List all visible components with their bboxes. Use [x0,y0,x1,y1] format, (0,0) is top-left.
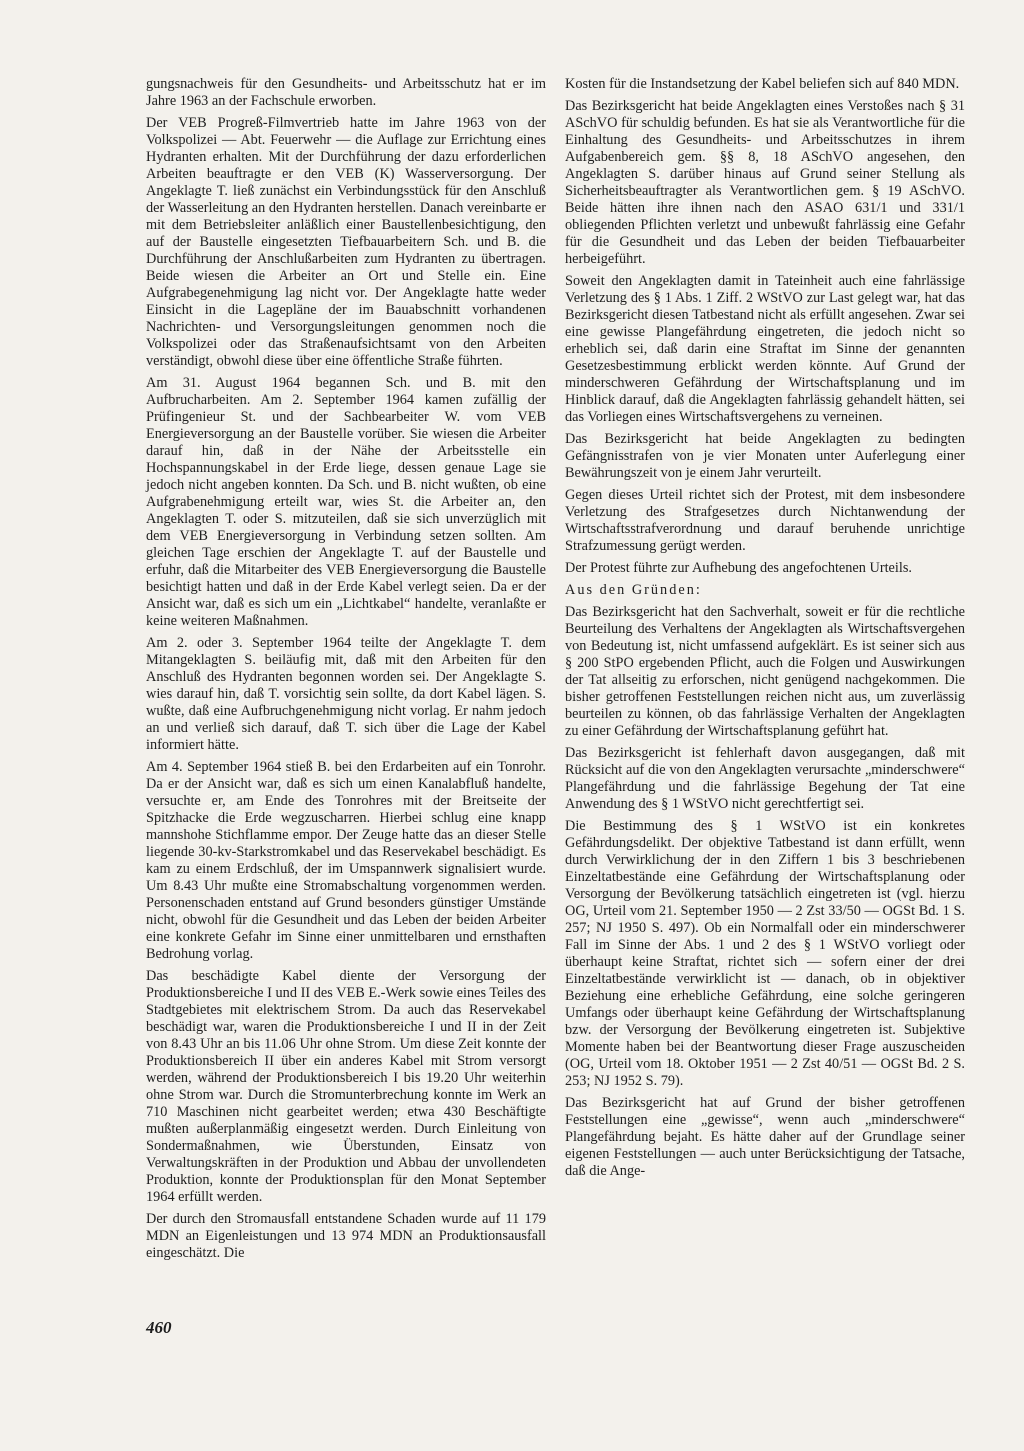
right-column [565,76,965,1185]
paragraph: Das Bezirksgericht hat auf Grund der bisher getroffenen Feststellungen eine „gewisse“, wenn auch „minderschwere“ Plangefährdung bejaht. Es hätte daher auf der Grundlage seiner eigenen Feststellungen — auch unter Berücksichtigung der Tatsache, daß die Ange- [565,1095,965,1179]
paragraph: Der durch den Stromausfall entstandene Schaden wurde auf 11 179 MDN an Eigenleistungen und 13 974 MDN an Produktionsausfall eingeschätzt. Die [146,1211,546,1261]
paragraph: Am 4. September 1964 stieß B. bei den Erdarbeiten auf ein Tonrohr. Da er der Ansicht war, daß es sich um einen Kanalabfluß handelte, versuchte er, am Ende des Tonrohres mit der Breitseite der Spitzhacke die Erde wegzuscharren. Hierbei schlug eine knapp mannshohe Stichflamme empor. Der Zeuge hatte das an dieser Stelle liegende 30-kv-Starkstromkabel und das Reservekabel beschädigt. Es kam zu einem Erdschluß, der im Umspannwerk signalisiert wurde. Um 8.43 Uhr mußte eine Stromabschaltung vorgenommen werden. Personenschaden entstand auf Grund besonders günstiger Umstände nicht, obwohl für die Gesundheit und das Leben der beiden Arbeiter eine konkrete Gefahr im Sinne einer unmittelbaren und ernsthaften Bedrohung vorlag. [146,759,546,962]
paragraph: gungsnachweis für den Gesundheits- und Arbeitsschutz hat er im Jahre 1963 an der Fachschule erworben. [146,76,546,109]
left-column [146,76,546,1267]
section-heading: Aus den Gründen: [565,582,702,598]
page-number: 460 [146,1318,172,1337]
paragraph: Am 31. August 1964 begannen Sch. und B. mit den Aufbrucharbeiten. Am 2. September 1964 kamen zufällig der Prüfingenieur St. und der Sachbearbeiter W. vom VEB Energieversorgung an der Baustelle vorüber. Sie wiesen die Arbeiter darauf hin, daß in der Nähe der Arbeitsstelle ein Hochspannungskabel in der Erde liege, dessen genaue Lage sie jedoch nicht angeben konnten. Da Sch. und B. nicht wußten, ob eine Aufgrabenehmigung erteilt war, wies St. die Arbeiter an, den Angeklagten T. oder S. mitzuteilen, daß sie sich unverzüglich mit dem VEB Energieversorgung in Verbindung setzen sollten. Am gleichen Tage erschien der Angeklagte T. auf der Baustelle und erfuhr, daß die Mitarbeiter des VEB Energieversorgung die Baustelle besichtigt hatten und daß in der Erde Kabel verlegt seien. Da er der Ansicht war, daß es sich um ein „Lichtkabel“ handelte, veranlaßte er keine weiteren Maßnahmen. [146,375,546,629]
paragraph: Gegen dieses Urteil richtet sich der Protest, mit dem insbesondere Verletzung des Strafgesetzes durch Nichtanwendung der Wirtschaftsstrafverordnung und darauf beruhende unrichtige Strafzumessung gerügt werden. [565,487,965,554]
paragraph: Soweit den Angeklagten damit in Tateinheit auch eine fahrlässige Verletzung des § 1 Abs. 1 Ziff. 2 WStVO zur Last gelegt war, hat das Bezirksgericht diesen Tatbestand nicht als erfüllt angesehen. Zwar sei eine gewisse Plangefährdung eingetreten, die jedoch nicht so erheblich sei, daß darin eine Straftat im Sinne der genannten Gesetzesbestimmung erblickt werden könnte. Auf Grund der minderschweren Gefährdung der Wirtschaftsplanung und im Hinblick darauf, daß die Angeklagten fahrlässig gehandelt hätten, sei das Vorliegen eines Wirtschaftsvergehens zu verneinen. [565,273,965,425]
paragraph: Der VEB Progreß-Filmvertrieb hatte im Jahre 1963 von der Volkspolizei — Abt. Feuerwehr — die Auflage zur Errichtung eines Hydranten erhalten. Mit der Durchführung der dazu erforderlichen Arbeiten beauftragte er den VEB (K) Wasserversorgung. Der Angeklagte T. ließ zunächst ein Verbindungsstück für den Anschluß der Wasserleitung an den Hydranten herstellen. Danach vereinbarte er mit dem Betriebsleiter anläßlich einer Baustellenbesichtigung, den auf der Baustelle eingesetzten Tiefbauarbeitern Sch. und B. die Durchführung der Anschlußarbeiten zum Hydranten zu übertragen. Beide wiesen die Arbeiter an Ort und Stelle ein. Eine Aufgrabegenehmigung lag nicht vor. Der Angeklagte hatte weder Einsicht in die Lagepläne der im Bauabschnitt vorhandenen Nachrichten- und Versorgungsleitungen genommen noch die Volkspolizei oder das Straßenaufsichtsamt von den Arbeiten verständigt, obwohl diese über eine öffentliche Straße führten. [146,115,546,369]
paragraph: Das Bezirksgericht ist fehlerhaft davon ausgegangen, daß mit Rücksicht auf die von den Angeklagten verursachte „minderschwere“ Plangefährdung und die fahrlässige Begehung der Tat eine Anwendung des § 1 WStVO nicht gerechtfertigt sei. [565,745,965,812]
paragraph: Kosten für die Instandsetzung der Kabel beliefen sich auf 840 MDN. [565,76,960,92]
paragraph: Am 2. oder 3. September 1964 teilte der Angeklagte T. dem Mitangeklagten S. beiläufig mit, daß mit den Arbeiten für den Anschluß des Hydranten begonnen worden sei. Der Angeklagte S. wies darauf hin, daß T. vorsichtig sein sollte, da dort Kabel lägen. S. wußte, daß eine Aufbruchgenehmigung nicht vorlag. Er nahm jedoch an und verließ sich darauf, daß T. sich über die Lage der Kabel informiert hätte. [146,635,546,753]
paragraph: Die Bestimmung des § 1 WStVO ist ein konkretes Gefährdungsdelikt. Der objektive Tatbestand ist dann erfüllt, wenn durch Verwirklichung der in den Ziffern 1 bis 3 beschriebenen Einzeltatbestände eine Gefährdung der Wirtschaftsplanung oder Versorgung der Bevölkerung tatsächlich eingetreten ist (vgl. hierzu OG, Urteil vom 21. September 1950 — 2 Zst 33/50 — OGSt Bd. 1 S. 257; NJ 1950 S. 497). Ob ein Normalfall oder ein minderschwerer Fall im Sinne der Abs. 1 und 2 des § 1 WStVO vorliegt oder überhaupt keine Straftat, richtet sich — sofern einer der drei Einzeltatbestände verwirklicht ist — danach, ob in objektiver Beziehung eine erhebliche Gefährdung, eine solche geringeren Umfangs oder überhaupt keine Gefährdung der Wirtschaftsplanung bzw. der Versorgung der Bevölkerung eingetreten ist. Subjektive Momente haben bei der Beantwortung dieser Frage auszuscheiden (OG, Urteil vom 18. Oktober 1951 — 2 Zst 40/51 — OGSt Bd. 2 S. 253; NJ 1952 S. 79). [565,818,965,1089]
paragraph: Das beschädigte Kabel diente der Versorgung der Produktionsbereiche I und II des VEB E.-Werk sowie eines Teiles des Stadtgebietes mit elektrischem Strom. Da auch das Reservekabel beschädigt war, waren die Produktionsbereiche I und II in der Zeit von 8.43 Uhr an bis 11.06 Uhr ohne Strom. Um diese Zeit konnte der Produktionsbereich II über ein anderes Kabel mit Strom versorgt werden, während der Produktionsbereich I bis 19.20 Uhr weiterhin ohne Strom war. Durch die Stromunterbrechung konnte im Werk an 710 Maschinen nicht gearbeitet werden; etwa 430 Beschäftigte mußten außerplanmäßig eingesetzt werden. Durch Einleitung von Sondermaßnahmen, wie Überstunden, Einsatz von Verwaltungskräften in der Produktion und Abbau der unvollendeten Produktion, konnte der Produktionsplan für den Monat September 1964 erfüllt werden. [146,968,546,1205]
paragraph: Das Bezirksgericht hat beide Angeklagten zu bedingten Gefängnisstrafen von je vier Monaten unter Auferlegung einer Bewährungszeit von je einem Jahr verurteilt. [565,431,965,481]
paragraph: Der Protest führte zur Aufhebung des angefochtenen Urteils. [565,560,912,576]
paragraph: Das Bezirksgericht hat den Sachverhalt, soweit er für die rechtliche Beurteilung des Verhaltens der Angeklagten als Wirtschaftsvergehen von Bedeutung ist, nicht umfassend aufgeklärt. Es ist seiner sich aus § 200 StPO ergebenden Pflicht, auch die Folgen und Auswirkungen der Tat allseitig zu erforschen, nicht genügend nachgekommen. Die bisher getroffenen Feststellungen reichen nicht aus, um zuverlässig beurteilen zu können, ob das fahrlässige Verhalten der Angeklagten zu einer Gefährdung der Wirtschaftsplanung geführt hat. [565,604,965,739]
paragraph: Das Bezirksgericht hat beide Angeklagten eines Verstoßes nach § 31 ASchVO für schuldig befunden. Es hat sie als Verantwortliche für die Einhaltung des Gesundheits- und Arbeitsschutzes in ihrem Aufgabenbereich gem. §§ 8, 18 ASchVO angesehen, den Angeklagten S. darüber hinaus auf Grund seiner Stellung als Sicherheitsbeauftragter als Verantwortlichen gem. § 19 ASchVO. Beide hätten ihre ihnen nach den ASAO 631/1 und 331/1 obliegenden Pflichten verletzt und unbewußt fahrlässig eine Gefahr für die Gesundheit und das Leben der beiden Tiefbauarbeiter herbeigeführt. [565,98,965,267]
